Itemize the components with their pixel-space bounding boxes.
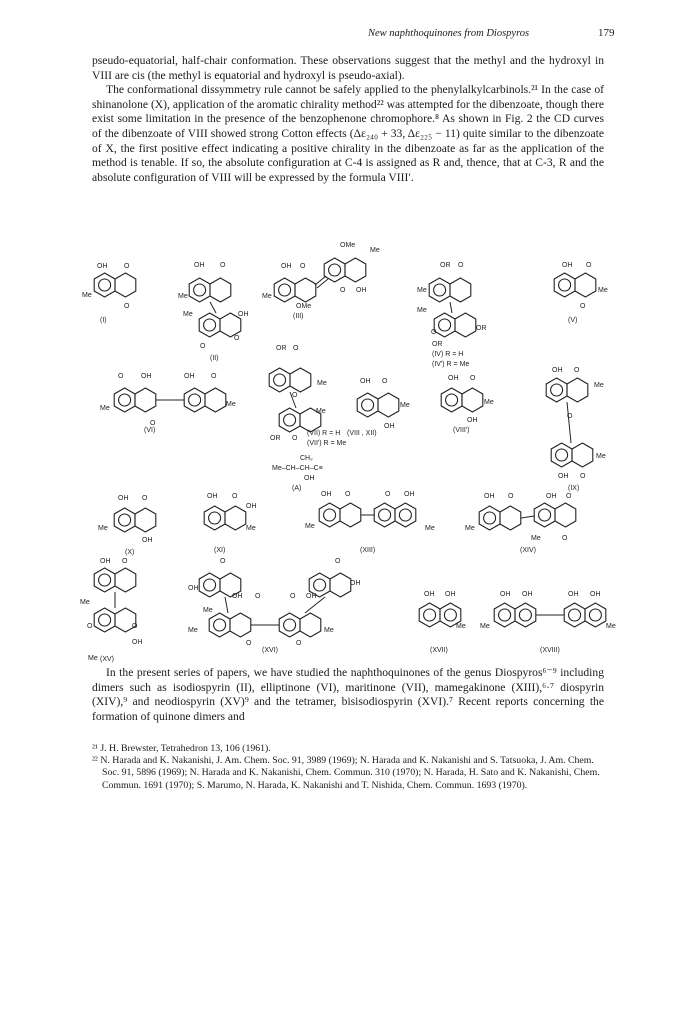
label-o: O [345, 491, 351, 498]
reference-21: ²¹ J. H. Brewster, Tetrahedron 13, 106 (1961). [92, 743, 271, 754]
structure-VI [100, 373, 236, 434]
label-me: Me [465, 525, 475, 532]
label-VII: (VII) R = H [307, 430, 341, 437]
label-ome: OMe [296, 303, 312, 310]
label-oh: OH [246, 503, 257, 510]
label-oh: OH [562, 262, 573, 269]
label-oh: OH [118, 495, 129, 502]
structure-XIV [465, 493, 576, 554]
label-o: O [574, 367, 580, 374]
label-side-chain: Me–CH–CH–C≡ [272, 465, 323, 472]
structure-IV [417, 262, 487, 368]
label-o: O [508, 493, 514, 500]
label-IVp: (IV′) R = Me [432, 361, 470, 368]
body-text-bottom [92, 666, 604, 724]
label-me: Me [80, 599, 90, 606]
label-or: OR [440, 262, 451, 269]
label-me: Me [188, 627, 198, 634]
label-o: O [124, 303, 130, 310]
label-VIIIXII: (VIII , XII) [347, 430, 377, 437]
label-me: Me [203, 607, 213, 614]
label-oh: OH [207, 493, 218, 500]
label-oh: OH [356, 287, 367, 294]
structure-IX [546, 367, 606, 492]
label-oh: OH [141, 373, 152, 380]
label-or: OR [476, 325, 487, 332]
label-me: Me [317, 380, 327, 387]
label-oh: OH [132, 639, 143, 646]
label-me: Me [88, 655, 98, 662]
label-XIV: (XIV) [520, 547, 536, 554]
paragraph-1: pseudo-equatorial, half-chair conformation. These observations suggest that the methyl and the hydroxyl in VIII are cis (the methyl is equatorial and hydroxyl is pseudo-axial). [92, 54, 604, 82]
label-I: (I) [100, 317, 107, 324]
label-oh: OH [194, 262, 205, 269]
label-IV: (IV) R = H [432, 351, 464, 358]
label-oh: OH [142, 537, 153, 544]
structure-II [178, 262, 249, 362]
label-me: Me [246, 525, 256, 532]
label-o: O [220, 558, 226, 565]
structure-XIII [305, 491, 435, 554]
label-V: (V) [568, 317, 578, 324]
label-oh: OH [404, 491, 415, 498]
label-II: (II) [210, 355, 219, 362]
label-me: Me [324, 627, 334, 634]
reference-22: ²² N. Harada and K. Nakanishi, J. Am. Chem. Soc. 91, 3989 (1969); N. Harada and K. Nakanishi and S. Tatsuoka, J. Am. Chem. Soc. 91, 5896 (1969); N. Harada and K. Nakanishi, Chem. Commun. 310 (1970); N. Harada, H. Sato and K. Nakanishi, Chem. Commun. 1691 (1970); S. Marumo, N. Harada, K. Nakanishi and T. Nishida, Chem. Commun. 1693 (1970). [92, 755, 600, 791]
label-XVI: (XVI) [262, 647, 278, 654]
label-XV: (XV) [100, 656, 114, 663]
label-oh: OH [445, 591, 456, 598]
label-VIIp: (VII′) R = Me [307, 440, 347, 447]
label-me: Me [305, 523, 315, 530]
label-o: O [293, 345, 299, 352]
label-XIII: (XIII) [360, 547, 376, 554]
label-oh: OH [546, 493, 557, 500]
structure-X [98, 495, 156, 556]
label-o: O [458, 262, 464, 269]
label-o: O [290, 593, 296, 600]
label-XVII: (XVII) [430, 647, 448, 654]
label-o: O [586, 262, 592, 269]
label-oh: OH [360, 378, 371, 385]
label-me: Me [98, 525, 108, 532]
label-o: O [124, 263, 130, 270]
label-oh: OH [97, 263, 108, 270]
label-o: O [87, 623, 93, 630]
label-o: O [431, 329, 437, 336]
label-oh: OH [304, 475, 315, 482]
label-XVIII: (XVIII) [540, 647, 560, 654]
structure-VIIIp [441, 375, 494, 434]
label-me: Me [598, 287, 608, 294]
label-o: O [385, 491, 391, 498]
label-oh: OH [350, 580, 361, 587]
label-me: Me [183, 311, 193, 318]
label-XI: (XI) [214, 547, 226, 554]
label-o: O [580, 303, 586, 310]
label-oh: OH [306, 593, 317, 600]
label-me: Me [606, 623, 616, 630]
label-oh: OH [321, 491, 332, 498]
structure-XVII [419, 591, 466, 654]
label-o: O [567, 413, 573, 420]
label-me: Me [480, 623, 490, 630]
label-me: Me [226, 401, 236, 408]
structure-V [554, 262, 608, 324]
label-me: Me [417, 287, 427, 294]
label-III: (III) [293, 313, 304, 320]
label-VI: (VI) [144, 427, 156, 434]
label-o: O [255, 593, 261, 600]
label-oh: OH [467, 417, 478, 424]
label-o: O [118, 373, 124, 380]
label-o: O [580, 473, 586, 480]
label-o: O [132, 623, 138, 630]
label-oh: OH [448, 375, 459, 382]
label-me: Me [531, 535, 541, 542]
label-me: Me [425, 525, 435, 532]
label-or: OR [270, 435, 281, 442]
footnotes [92, 743, 604, 792]
label-oh: OH [590, 591, 601, 598]
running-header: New naphthoquinones from Diospyros [368, 28, 530, 39]
label-me: Me [596, 453, 606, 460]
label-o: O [234, 335, 240, 342]
label-oh: OH [184, 373, 195, 380]
label-o: O [122, 558, 128, 565]
label-me: Me [456, 623, 466, 630]
label-oh: OH [558, 473, 569, 480]
structure-VIII-XII [347, 378, 410, 437]
label-o: O [382, 378, 388, 385]
label-oh: OH [384, 423, 395, 430]
label-oh: OH [484, 493, 495, 500]
label-oh: OH [568, 591, 579, 598]
label-oh: OH [238, 311, 249, 318]
structure-XVI [188, 558, 361, 654]
label-o: O [300, 263, 306, 270]
label-o: O [566, 493, 572, 500]
label-o: O [470, 375, 476, 382]
label-oh: OH [100, 558, 111, 565]
label-oh: OH [281, 263, 292, 270]
label-o: O [246, 640, 252, 647]
label-o: O [292, 392, 298, 399]
structure-VII [269, 345, 346, 447]
label-o: O [220, 262, 226, 269]
label-me: Me [417, 307, 427, 314]
label-or: OR [276, 345, 287, 352]
label-me: Me [316, 408, 326, 415]
label-oh: OH [522, 591, 533, 598]
structure-I [82, 263, 136, 324]
label-X: (X) [125, 549, 135, 556]
label-ch2: CH₂ [300, 455, 313, 462]
label-oh: OH [232, 593, 243, 600]
structure-III [262, 242, 380, 320]
label-o: O [335, 558, 341, 565]
label-me: Me [178, 293, 188, 300]
label-oh: OH [424, 591, 435, 598]
label-me: Me [262, 293, 272, 300]
structure-A [272, 455, 323, 492]
label-me: Me [82, 292, 92, 299]
paragraph-2: The conformational dissymmetry rule cannot be safely applied to the phenylalkylcarbinols.²¹ In the case of shinanolone (X), application of the aromatic chirality method²² was attempted for the dibenzoate, though there exist some limitation in the presence of the benzophenone chromophore.⁸ As shown in Fig. 2 the CD curves of the dibenzoate of VIII showed strong Cotton effects (Δε₂₄₀ + 33, Δε₂₂₅ − 11) quite similar to the dibenzoate of X, the first positive effect indicating a positive chirality in the dibenzoate as far as the application of the method is tenable. If so, the absolute configuration at C-4 is assigned as R and, thence, that at C-3, R and the absolute configuration of VIII will be expressed by the formula VIII′. [92, 83, 604, 184]
label-oh: OH [500, 591, 511, 598]
label-o: O [150, 420, 156, 427]
label-IX: (IX) [568, 485, 580, 492]
label-me: Me [594, 382, 604, 389]
label-o: O [142, 495, 148, 502]
label-o: O [292, 435, 298, 442]
label-o: O [296, 640, 302, 647]
label-me: Me [400, 402, 410, 409]
label-or: OR [432, 341, 443, 348]
label-me: Me [484, 399, 494, 406]
label-oh: OH [188, 585, 199, 592]
page-number: 179 [598, 27, 615, 39]
label-o: O [232, 493, 238, 500]
label-VIIIp: (VIII′) [453, 427, 470, 434]
label-o: O [211, 373, 217, 380]
structure-XV [80, 558, 143, 663]
label-oh: OH [552, 367, 563, 374]
label-o: O [340, 287, 346, 294]
label-me: Me [100, 405, 110, 412]
label-o: O [200, 343, 206, 350]
label-o: O [562, 535, 568, 542]
label-me: Me [370, 247, 380, 254]
structure-XVIII [480, 591, 616, 654]
label-ome: OMe [340, 242, 356, 249]
label-A: (A) [292, 485, 302, 492]
structure-XI [204, 493, 256, 554]
paragraph-3: In the present series of papers, we have studied the naphthoquinones of the genus Diospyros⁶⁻⁹ including dimers such as isodiospyrin (II), elliptinone (VI), maritinone (VII), mamegakinone (XIII),⁶·⁷ diospyrin (XIV),⁹ and neodiospyrin (XV)⁹ and the tetramer, bisisodiospyrin (XVI).⁷ Recent reports concerning the formation of quinone dimers and [92, 666, 604, 723]
